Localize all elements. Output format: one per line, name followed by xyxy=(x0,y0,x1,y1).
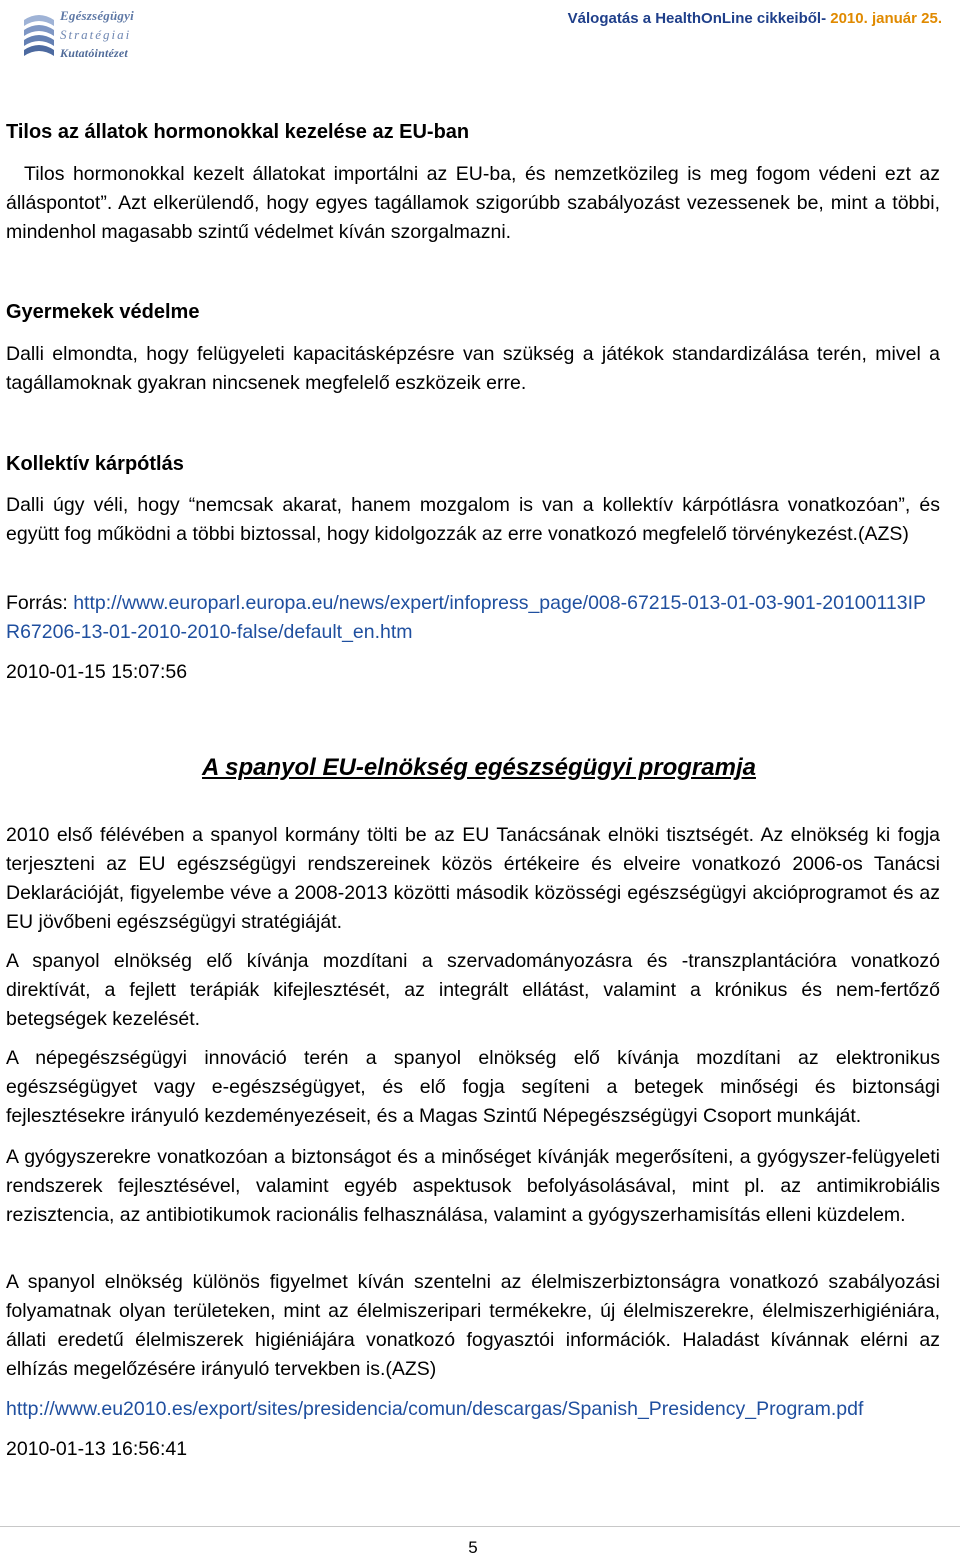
footer-divider xyxy=(0,1526,960,1527)
header-title-prefix: Válogatás a HealthOnLine cikkeiből- xyxy=(567,10,831,27)
page-header xyxy=(0,0,960,70)
paragraph-spanish-2: A spanyol elnökség elő kívánja mozdítani a szervadományozásra és -transzplantációra vonatkozó direktívát, a fejlett terápiák kifejlesztését, az integrált ellátást, valamint a krónikus és nem-fertőző betegségek kezelését. xyxy=(6,950,940,1030)
article-title: A spanyol EU-elnökség egészségügyi programja xyxy=(202,754,756,781)
logo-line-3: Kutatóintézet xyxy=(60,46,128,60)
source-label: Forrás: xyxy=(6,592,74,614)
logo-line-1: Egészségügyi xyxy=(60,8,134,23)
timestamp-spanish: 2010-01-13 16:56:41 xyxy=(6,1438,188,1460)
paragraph-children: Dalli elmondta, hogy felügyeleti kapacitásképzésre van szükség a játékok standardizálása terén, mivel a tagállamoknak gyakran nincsenek megfelelő eszközeik erre. xyxy=(6,343,940,394)
timestamp-compensation: 2010-01-15 15:07:56 xyxy=(6,661,188,683)
spanish-source-line xyxy=(6,1395,940,1424)
paragraph-compensation: Dalli úgy véli, hogy “nemcsak akarat, hanem mozgalom is van a kollektív kárpótlásra vonatkozóan”, és együtt fog működni a többi biztossal, hogy kidolgozzák az erre vonatkozó megfelelő törvénykezést.(AZS) xyxy=(6,494,940,545)
paragraph-hormones: Tilos hormonokkal kezelt állatokat importálni az EU-ba, és nemzetközileg is meg fogom védeni ezt az álláspontot”. Azt elkerülendő, hogy egyes tagállamok szigorúbb szabályozást vezessenek be, mint a többi, mindenhol magasabb szintű védelmet kíván szorgalmazni. xyxy=(6,163,940,243)
institute-logo xyxy=(22,4,142,64)
spanish-source-link[interactable]: http://www.eu2010.es/export/sites/presidencia/comun/descargas/Spanish_Presidency_Program.pdf xyxy=(6,1398,864,1420)
logo-mark-icon xyxy=(22,10,56,58)
section-heading-compensation: Kollektív kárpótlás xyxy=(6,453,184,475)
source-line xyxy=(6,589,940,647)
header-title-date: 2010. január 25. xyxy=(830,10,942,27)
section-heading-hormones: Tilos az állatok hormonokkal kezelése az EU-ban xyxy=(6,121,470,143)
paragraph-spanish-1: 2010 első félévében a spanyol kormány tölti be az EU Tanácsának elnöki tisztségét. Az elnökség ki fogja terjeszteni az EU egészségügyi rendszereinek közös értékeire és elveire vonatkozó 2006-os Tanácsi Deklarációját, figyelembe véve a 2008-2013 közötti második közösségi egészségügyi akcióprogramot és az EU jövőbeni egészségügyi stratégiáját. xyxy=(6,824,940,933)
paragraph-spanish-4: A gyógyszerekre vonatkozóan a biztonságot és a minőséget kívánják megerősíteni, a gyógyszer-felügyeleti rendszerek fejlesztésével, valamint egyéb aspektusok befolyásolásával, mint pl. az antimikrobiális rezisztencia, az antibiotikumok racionális felhasználása, valamint a gyógyszerhamisítás elleni küzdelem. xyxy=(6,1146,940,1226)
header-title xyxy=(568,10,942,27)
section-heading-children: Gyermekek védelme xyxy=(6,301,200,323)
source-link[interactable]: http://www.europarl.europa.eu/news/expert/infopress_page/008-67215-013-01-03-901-20100113IPR67206-13-01-2010-2010-false/default_en.htm xyxy=(6,592,926,643)
page-number: 5 xyxy=(468,1538,478,1557)
logo-line-2: Stratégiai xyxy=(60,27,132,42)
paragraph-spanish-3: A népegészségügyi innováció terén a spanyol elnökség elő kívánja mozdítani az elektronikus egészségügyet vagy e-egészségügyet, és elő fogja segíteni a betegek minőségi és biztonsági fejlesztésekre irányuló kezdeményezéseit, és a Magas Szintű Népegészségügyi Csoport munkáját. xyxy=(6,1047,940,1127)
paragraph-spanish-5: A spanyol elnökség különös figyelmet kíván szentelni az élelmiszerbiztonságra vonatkozó szabályozási folyamatnak olyan területeken, mint az élelmiszeripari termékekre, új élelmiszerekre, élelmiszerhigiéniára, állati eredetű élelmiszerek higiéniájára vonatkozó fogyasztói információk. Haladást kívánnak elérni az elhízás megelőzésére irányuló tervekben is.(AZS) xyxy=(6,1271,940,1380)
